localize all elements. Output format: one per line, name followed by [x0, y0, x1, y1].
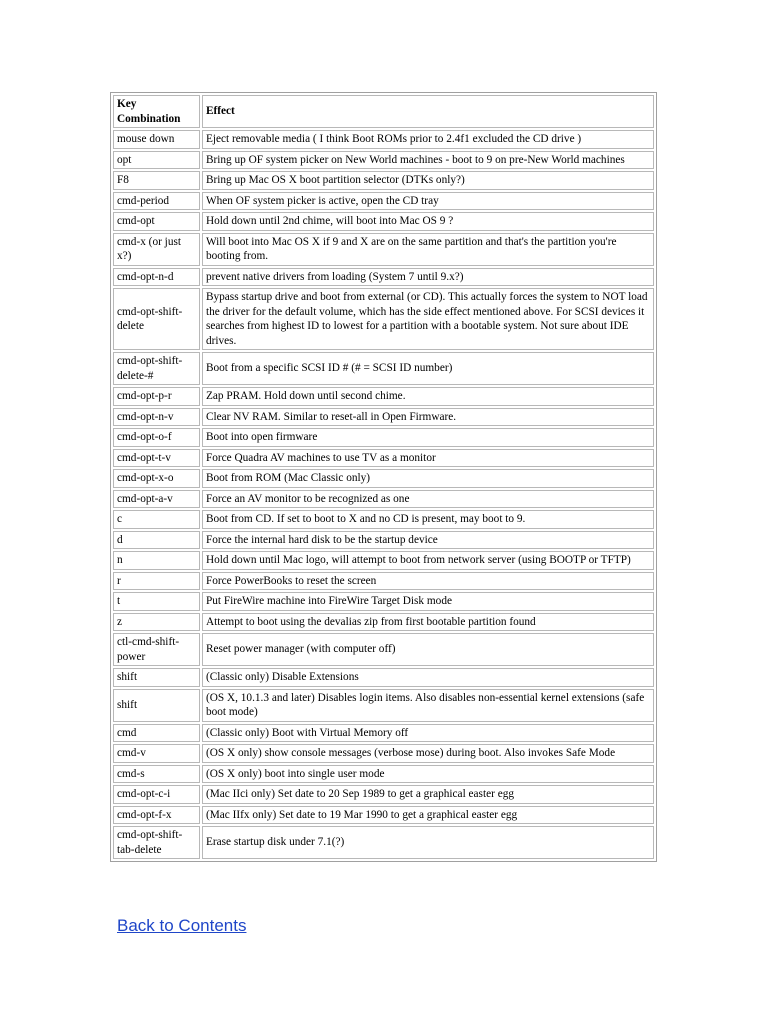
table-row	[113, 408, 654, 427]
effect-cell: Force the internal hard disk to be the startup device	[202, 531, 654, 550]
key-combination-cell: cmd-opt-o-f	[113, 428, 200, 447]
key-combination-cell: cmd-opt-p-r	[113, 387, 200, 406]
key-combination-cell: cmd-opt-shift-delete	[113, 288, 200, 350]
key-combination-cell: cmd-v	[113, 744, 200, 763]
table-row	[113, 192, 654, 211]
key-combination-cell: cmd-opt-x-o	[113, 469, 200, 488]
key-combination-cell: cmd-opt-n-d	[113, 268, 200, 287]
key-combination-cell: F8	[113, 171, 200, 190]
table-row	[113, 490, 654, 509]
table-header-row	[113, 95, 654, 128]
effect-cell: (Classic only) Boot with Virtual Memory off	[202, 724, 654, 743]
back-to-contents-link[interactable]: Back to Contents	[117, 916, 247, 935]
table-row	[113, 633, 654, 666]
effect-cell: Hold down until 2nd chime, will boot into Mac OS 9 ?	[202, 212, 654, 231]
effect-cell: When OF system picker is active, open the CD tray	[202, 192, 654, 211]
table-row	[113, 212, 654, 231]
key-combination-cell: ctl-cmd-shift-power	[113, 633, 200, 666]
table-row	[113, 826, 654, 859]
table-row	[113, 572, 654, 591]
effect-cell: Erase startup disk under 7.1(?)	[202, 826, 654, 859]
table-row	[113, 531, 654, 550]
key-combination-cell: cmd-opt-t-v	[113, 449, 200, 468]
effect-cell: Force PowerBooks to reset the screen	[202, 572, 654, 591]
effect-cell: Force an AV monitor to be recognized as one	[202, 490, 654, 509]
table-row	[113, 785, 654, 804]
table-row	[113, 288, 654, 350]
key-combination-table-container	[110, 92, 657, 862]
table-row	[113, 592, 654, 611]
effect-cell: Zap PRAM. Hold down until second chime.	[202, 387, 654, 406]
effect-cell: Attempt to boot using the devalias zip from first bootable partition found	[202, 613, 654, 632]
table-row	[113, 130, 654, 149]
key-combination-table	[110, 92, 657, 862]
column-header-key: Key Combination	[113, 95, 200, 128]
effect-cell: (OS X only) show console messages (verbose mose) during boot. Also invokes Safe Mode	[202, 744, 654, 763]
table-row	[113, 806, 654, 825]
key-combination-cell: cmd-opt-n-v	[113, 408, 200, 427]
effect-cell: Will boot into Mac OS X if 9 and X are on the same partition and that's the partition you're booting from.	[202, 233, 654, 266]
effect-cell: Reset power manager (with computer off)	[202, 633, 654, 666]
table-row	[113, 668, 654, 687]
key-combination-cell: cmd-opt-a-v	[113, 490, 200, 509]
effect-cell: (OS X, 10.1.3 and later) Disables login items. Also disables non-essential kernel extensions (safe boot mode)	[202, 689, 654, 722]
table-row	[113, 171, 654, 190]
key-combination-cell: opt	[113, 151, 200, 170]
effect-cell: Boot from CD. If set to boot to X and no CD is present, may boot to 9.	[202, 510, 654, 529]
key-combination-cell: cmd-opt	[113, 212, 200, 231]
key-combination-cell: c	[113, 510, 200, 529]
table-row	[113, 510, 654, 529]
effect-cell: (OS X only) boot into single user mode	[202, 765, 654, 784]
effect-cell: (Mac IIfx only) Set date to 19 Mar 1990 to get a graphical easter egg	[202, 806, 654, 825]
key-combination-cell: shift	[113, 689, 200, 722]
key-combination-cell: cmd-s	[113, 765, 200, 784]
effect-cell: Bring up OF system picker on New World machines - boot to 9 on pre-New World machines	[202, 151, 654, 170]
table-row	[113, 449, 654, 468]
key-combination-cell: cmd-opt-shift-delete-#	[113, 352, 200, 385]
effect-cell: Force Quadra AV machines to use TV as a monitor	[202, 449, 654, 468]
table-row	[113, 428, 654, 447]
key-combination-cell: cmd-period	[113, 192, 200, 211]
key-combination-cell: n	[113, 551, 200, 570]
table-row	[113, 744, 654, 763]
effect-cell: Clear NV RAM. Similar to reset-all in Open Firmware.	[202, 408, 654, 427]
key-combination-cell: t	[113, 592, 200, 611]
key-combination-cell: cmd-opt-f-x	[113, 806, 200, 825]
table-row	[113, 724, 654, 743]
table-row	[113, 151, 654, 170]
effect-cell: Bypass startup drive and boot from external (or CD). This actually forces the system to NOT load the driver for the default volume, which has the side effect mentioned above. For SCSI devices it searches from highest ID to lowest for a partition with a bootable system. Not sure about IDE drives.	[202, 288, 654, 350]
key-combination-cell: cmd-x (or just x?)	[113, 233, 200, 266]
table-row	[113, 233, 654, 266]
key-combination-cell: z	[113, 613, 200, 632]
effect-cell: Bring up Mac OS X boot partition selector (DTKs only?)	[202, 171, 654, 190]
key-combination-cell: cmd-opt-shift-tab-delete	[113, 826, 200, 859]
table-row	[113, 613, 654, 632]
table-row	[113, 387, 654, 406]
effect-cell: Boot into open firmware	[202, 428, 654, 447]
key-combination-cell: r	[113, 572, 200, 591]
effect-cell: prevent native drivers from loading (System 7 until 9.x?)	[202, 268, 654, 287]
table-row	[113, 765, 654, 784]
key-combination-cell: cmd	[113, 724, 200, 743]
table-row	[113, 469, 654, 488]
column-header-effect: Effect	[202, 95, 654, 128]
effect-cell: (Classic only) Disable Extensions	[202, 668, 654, 687]
effect-cell: Put FireWire machine into FireWire Target Disk mode	[202, 592, 654, 611]
effect-cell: (Mac IIci only) Set date to 20 Sep 1989 to get a graphical easter egg	[202, 785, 654, 804]
table-row	[113, 268, 654, 287]
key-combination-cell: mouse down	[113, 130, 200, 149]
table-row	[113, 551, 654, 570]
effect-cell: Hold down until Mac logo, will attempt to boot from network server (using BOOTP or TFTP)	[202, 551, 654, 570]
key-combination-cell: d	[113, 531, 200, 550]
key-combination-cell: cmd-opt-c-i	[113, 785, 200, 804]
table-row	[113, 689, 654, 722]
table-body	[113, 130, 654, 859]
effect-cell: Eject removable media ( I think Boot ROMs prior to 2.4f1 excluded the CD drive )	[202, 130, 654, 149]
key-combination-cell: shift	[113, 668, 200, 687]
table-row	[113, 352, 654, 385]
effect-cell: Boot from ROM (Mac Classic only)	[202, 469, 654, 488]
effect-cell: Boot from a specific SCSI ID # (# = SCSI ID number)	[202, 352, 654, 385]
